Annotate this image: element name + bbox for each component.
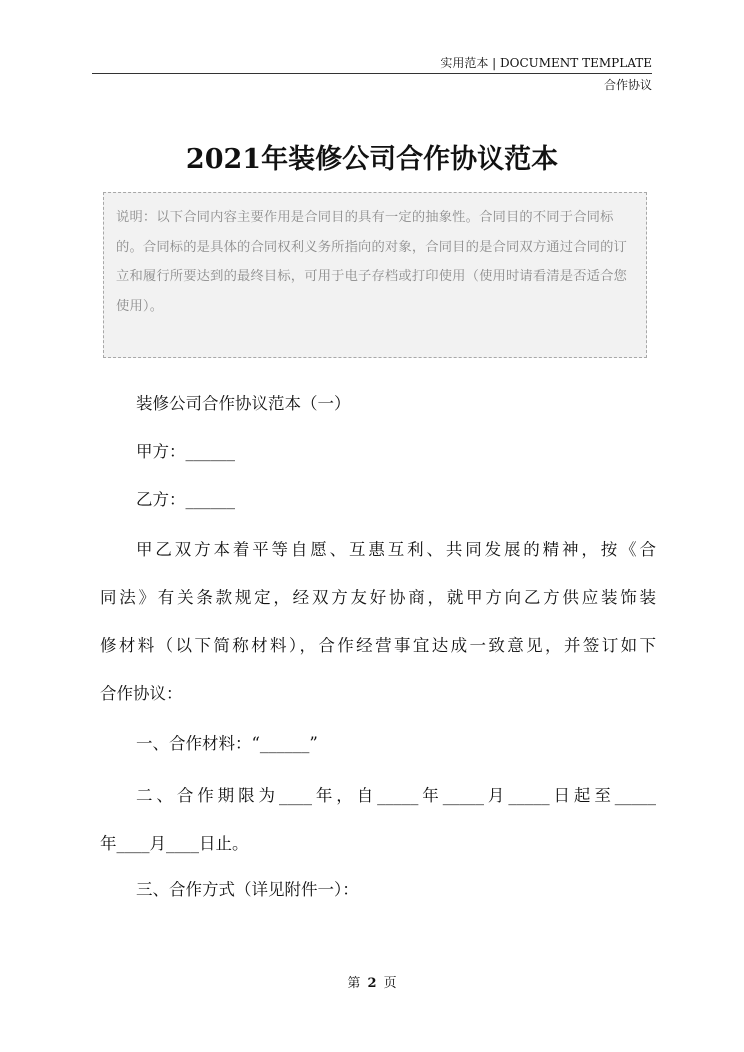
header-subtitle: 合作协议 xyxy=(603,78,652,92)
header-divider xyxy=(92,73,652,74)
preamble-paragraph xyxy=(100,526,656,718)
clause-2-line: 二、合作期限为____年，自_____年_____月_____日起至_____ xyxy=(136,786,656,805)
note-box xyxy=(103,192,647,358)
preamble-line: 甲乙双方本着平等自愿、互惠互利、共同发展的精神，按《合 xyxy=(136,540,656,559)
page-suffix: 页 xyxy=(383,976,397,991)
party-b-line: 乙方：______ xyxy=(136,490,235,509)
preamble-line: 合作协议： xyxy=(100,684,183,703)
clause-1: 一、合作材料：“______” xyxy=(136,734,318,753)
section-heading: 装修公司合作协议范本（一） xyxy=(136,394,351,413)
preamble-line: 修材料（以下简称材料），合作经营事宜达成一致意见，并签订如下 xyxy=(100,636,656,655)
note-text: 说明：以下合同内容主要作用是合同目的具有一定的抽象性。合同目的不同于合同标的。合同标的是具体的合同权利义务所指向的对象，合同目的是合同双方通过合同的订立和履行所要达到的最终目标，可用于电子存档或打印使用（使用时请看清是否适合您使用）。 xyxy=(116,210,627,314)
page-prefix: 第 xyxy=(347,976,361,991)
clause-3: 三、合作方式（详见附件一）： xyxy=(136,880,359,899)
document-title: 2021年装修公司合作协议范本 xyxy=(185,144,559,175)
clause-2-line: 年____月____日止。 xyxy=(100,834,249,853)
clause-2 xyxy=(100,772,656,868)
header-label: 实用范本 | DOCUMENT TEMPLATE xyxy=(440,56,652,70)
party-a-line: 甲方：______ xyxy=(136,442,235,461)
page-number-value: 2 xyxy=(367,976,377,991)
page-number xyxy=(0,975,744,993)
preamble-line: 同法》有关条款规定，经双方友好协商，就甲方向乙方供应装饰装 xyxy=(100,588,656,607)
